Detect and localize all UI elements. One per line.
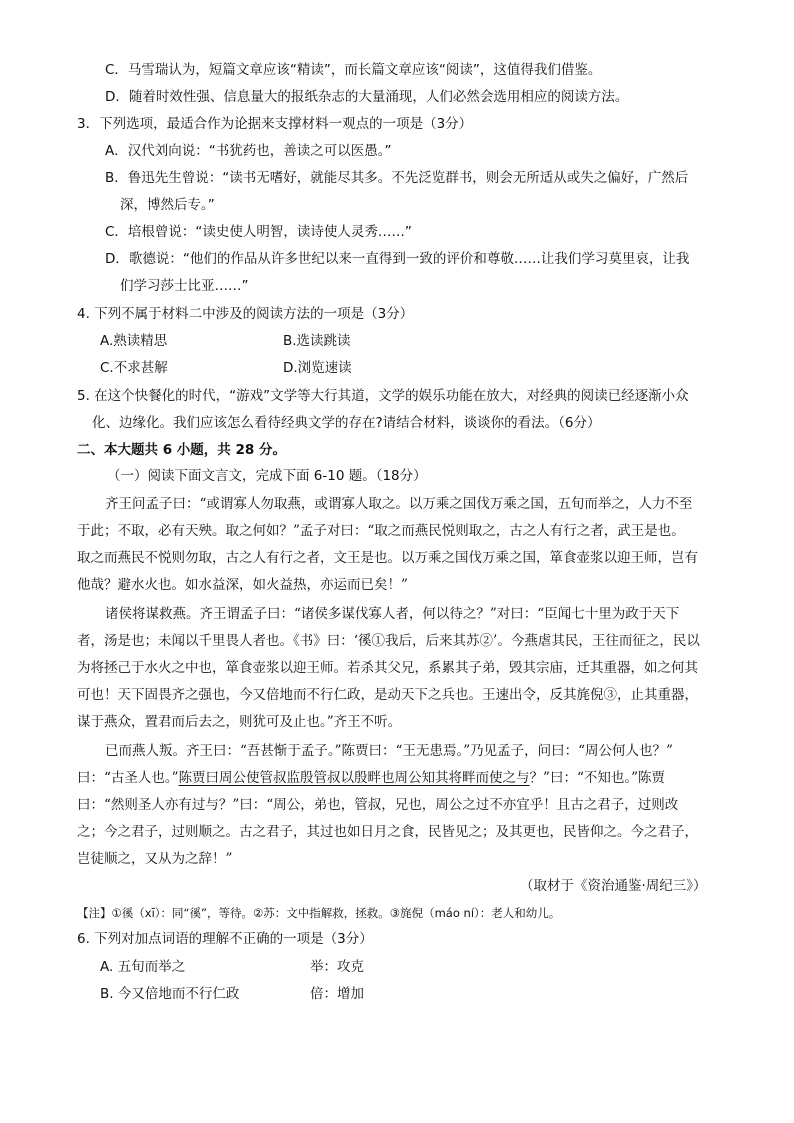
q5-line2: 化、边缘化。我们应该怎么看待经典文学的存在?请结合材料，谈谈你的看法。（6分）	[92, 415, 601, 431]
q3-option-b-line1: B．鲁迅先生曾说：“读书无嗜好，就能尽其多。不先泛览群书，则会无所适从或失之偏好，广然后	[105, 170, 689, 186]
annotation-notes: 【注】①徯（xī）：同“徯”，等待。②苏：文中指解救，拯救。③旄倪（máo ní）：老人和幼儿。	[77, 906, 561, 920]
passage-line: 齐王问孟子曰：“或谓寡人勿取燕，或谓寡人取之。以万乘之国伐万乘之国，五旬而举之，人力不至	[105, 496, 693, 512]
passage-line: 他哉？避水火也。如水益深，如火益热，亦运而已矣！”	[77, 577, 408, 593]
q6-option-b-phrase: B. 今又倍地而不行仁政	[100, 986, 240, 1002]
passage-text: ？”曰：“不知也。”陈贾	[529, 770, 666, 786]
q4-option-b: B.选读跳读	[283, 333, 351, 349]
q6-option-a-gloss: 举：攻克	[310, 959, 364, 975]
passage-text: 曰：“古圣人也。”	[77, 770, 179, 786]
q6-option-a-phrase: A. 五旬而举之	[100, 959, 186, 975]
q2-option-c: C．马雪瑞认为，短篇文章应该“精读”，而长篇文章应该“阅读”，这值得我们借鉴。	[105, 62, 602, 78]
passage-line: 为将拯己于水火之中也，箪食壶浆以迎王师。若杀其父兄，系累其子弟，毁其宗庙，迁其重器，如之何其	[77, 660, 698, 676]
passage-source: （取材于《资治通鉴·周纪三》）	[520, 878, 707, 894]
passage-line: 曰：“然则圣人亦有过与？”曰：“周公，弟也，管叔，兄也，周公之过不亦宜乎！且古之君子，过则改	[77, 797, 679, 813]
passage-line: 诸侯将谋救燕。齐王谓孟子曰：“诸侯多谋伐寡人者，何以待之？”对曰：“臣闻七十里为政于天下	[105, 606, 680, 622]
q4-option-d: D.浏览速读	[283, 360, 352, 376]
q5-line1: 5. 在这个快餐化的时代，“游戏”文学等大行其道，文学的娱乐功能在放大，对经典的阅读已经逐渐小众	[77, 388, 689, 404]
passage-line: 取之而燕民不悦则勿取，古之人有行之者，文王是也。以万乘之国伐万乘之国，箪食壶浆以迎王师，岂有	[77, 550, 698, 566]
passage-line: 之；今之君子，过则顺之。古之君子，其过也如日月之食，民皆见之；及其更也，民皆仰之。今之君子，	[77, 824, 698, 840]
q6-option-b-gloss: 倍：增加	[310, 986, 364, 1002]
passage-line: 谋于燕众，置君而后去之，则犹可及止也。”齐王不听。	[77, 714, 402, 730]
q6-stem: 6. 下列对加点词语的理解不正确的一项是（3分）	[77, 931, 373, 947]
passage-line	[77, 768, 665, 788]
q4-option-c: C.不求甚解	[100, 360, 168, 376]
passage-line: 岂徒顺之，又从为之辞！”	[77, 851, 233, 867]
q3-option-a: A．汉代刘向说：“书犹药也，善读之可以医愚。”	[105, 143, 392, 159]
section-two-subheading: （一）阅读下面文言文，完成下面 6-10 题。（18分）	[107, 468, 427, 484]
q3-option-b-line2: 深，博然后专。”	[120, 197, 215, 213]
section-two-heading: 二、本大题共 6 小题，共 28 分。	[77, 442, 286, 458]
q3-option-d-line2: 们学习莎士比亚……”	[120, 278, 249, 294]
q4-stem: 4. 下列不属于材料二中涉及的阅读方法的一项是（3分）	[77, 306, 414, 322]
q3-option-c: C．培根曾说：“读史使人明智，读诗使人灵秀……”	[105, 224, 412, 240]
passage-line: 可也！天下固畏齐之强也，今又倍地而不行仁政，是动天下之兵也。王速出令，反其旄倪③，止其重器，	[77, 687, 698, 703]
q4-option-a: A.熟读精思	[100, 333, 168, 349]
q3-stem: 3．下列选项，最适合作为论据来支撑材料一观点的一项是（3分）	[77, 116, 473, 132]
passage-line: 已而燕人叛。齐王曰：“吾甚惭于孟子。”陈贾曰：“王无患焉。”乃见孟子，问曰：“周公何人也？”	[105, 743, 673, 759]
underlined-sentence: 陈贾曰周公使管叔监殷管叔以殷畔也周公知其将畔而使之与	[178, 770, 530, 786]
q3-option-d-line1: D．歌德说：“他们的作品从许多世纪以来一直得到一致的评价和尊敬……让我们学习莫里哀，让我	[105, 251, 690, 267]
q2-option-d: D．随着时效性强、信息量大的报纸杂志的大量涌现，人们必然会选用相应的阅读方法。	[105, 89, 629, 105]
passage-line: 于此；不取，必有天殃。取之何如？”孟子对曰：“取之而燕民悦则取之，古之人有行之者，武王是也。	[77, 523, 685, 539]
passage-line: 者，汤是也；未闻以千里畏人者也。《书》曰：‘徯①我后，后来其苏②’。今燕虐其民，王往而征之，民以	[77, 633, 700, 649]
